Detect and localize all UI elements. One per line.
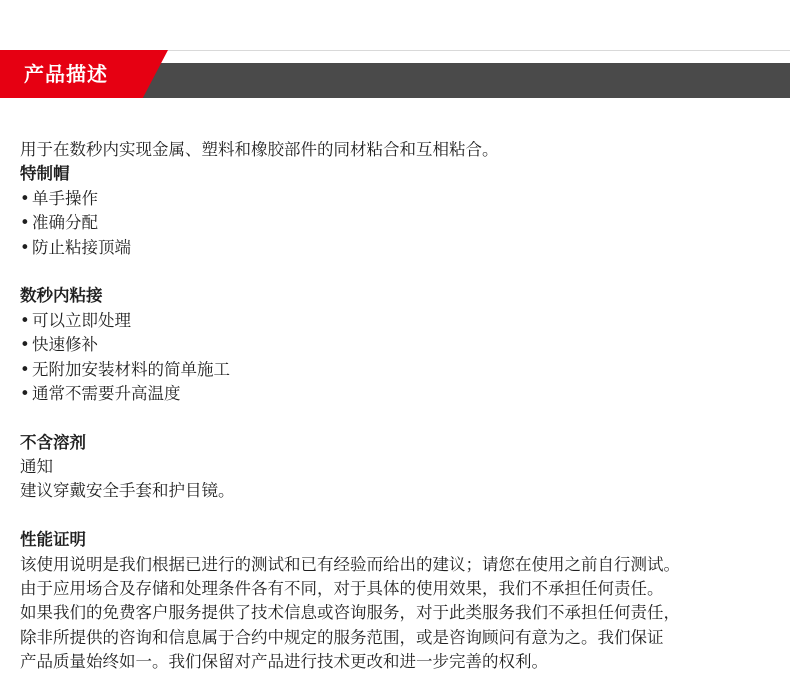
list-item-label: 可以立即处理 <box>32 310 131 330</box>
feature-heading-solvent-free: 不含溶剂 <box>20 432 86 452</box>
list-item <box>20 187 780 211</box>
list-item <box>20 236 780 260</box>
list-item <box>20 333 780 357</box>
list-item-label: 通常不需要升高温度 <box>32 383 181 403</box>
spacer <box>20 406 780 430</box>
list-item-label: 准确分配 <box>32 213 98 233</box>
list-item <box>20 211 780 235</box>
notice-label: 通知 <box>20 457 53 477</box>
disclaimer-line: 由于应用场合及存储和处理条件各有不同，对于具体的使用效果，我们不承担任何责任。 <box>20 579 664 599</box>
product-description <box>20 138 780 675</box>
list-item <box>20 382 780 406</box>
list-item-label: 防止粘接顶端 <box>32 237 131 257</box>
bullet-icon: • <box>20 237 30 257</box>
bullet-icon: • <box>20 335 30 355</box>
safety-notice-text: 建议穿戴安全手套和护目镜。 <box>20 481 235 501</box>
section-header-banner <box>0 50 790 98</box>
list-item-label: 单手操作 <box>32 188 98 208</box>
list-item-label: 无附加安装材料的简单施工 <box>32 359 230 379</box>
spacer <box>20 504 780 528</box>
feature-heading-performance: 性能证明 <box>20 530 86 550</box>
bullet-icon: • <box>20 359 30 379</box>
section-title: 产品描述 <box>24 62 108 86</box>
spacer <box>20 260 780 284</box>
bullet-icon: • <box>20 310 30 330</box>
list-item <box>20 309 780 333</box>
intro-text: 用于在数秒内实现金属、塑料和橡胶部件的同材粘合和互相粘合。 <box>20 140 499 159</box>
disclaimer-line: 产品质量始终如一。我们保留对产品进行技术更改和进一步完善的权利。 <box>20 652 548 672</box>
feature-heading-special-cap: 特制帽 <box>20 164 70 184</box>
feature-heading-fast-bonding: 数秒内粘接 <box>20 286 103 306</box>
bullet-icon: • <box>20 213 30 233</box>
bullet-icon: • <box>20 188 30 208</box>
list-item <box>20 358 780 382</box>
disclaimer-line: 该使用说明是我们根据已进行的测试和已有经验而给出的建议；请您在使用之前自行测试。 <box>20 554 680 574</box>
bullet-icon: • <box>20 383 30 403</box>
disclaimer-line: 如果我们的免费客户服务提供了技术信息或咨询服务，对于此类服务我们不承担任何责任， <box>20 603 680 623</box>
disclaimer-line: 除非所提供的咨询和信息属于合约中规定的服务范围，或是咨询顾问有意为之。我们保证 <box>20 627 664 647</box>
list-item-label: 快速修补 <box>32 335 98 355</box>
